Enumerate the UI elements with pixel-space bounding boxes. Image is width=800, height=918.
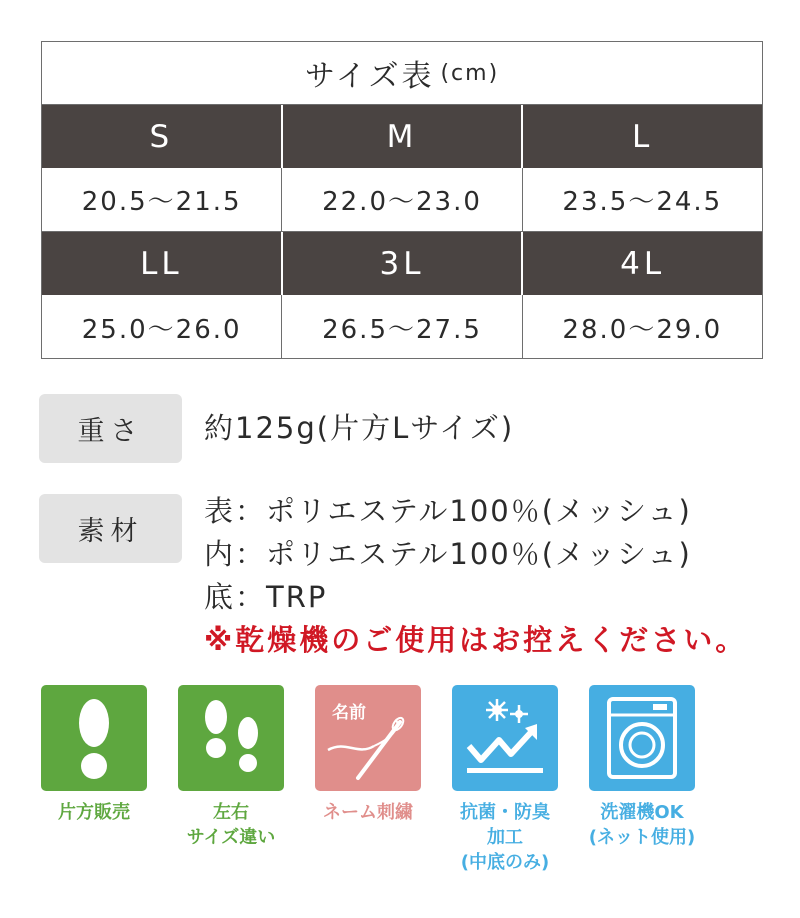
size-table bbox=[41, 41, 763, 359]
washing-machine-caption bbox=[567, 800, 717, 850]
table-title bbox=[42, 42, 762, 105]
pair-shoes-icon bbox=[178, 685, 284, 791]
table-title-text: サイズ表 bbox=[304, 59, 435, 94]
size-header-l: L bbox=[632, 118, 654, 155]
pair-shoes-caption bbox=[156, 800, 306, 850]
material-sole: 底：TRP bbox=[204, 580, 328, 614]
size-value-ll: 25.0～26.0 bbox=[42, 295, 282, 359]
embroidery-caption bbox=[293, 800, 443, 825]
embroidery-badge: 名前 bbox=[332, 703, 366, 723]
caption-line: 左右 bbox=[213, 802, 249, 823]
material-details bbox=[204, 490, 747, 662]
size-value-4l: 28.0～29.0 bbox=[562, 314, 723, 345]
embroidery-icon bbox=[315, 685, 421, 791]
caption-line: (ネット使用) bbox=[588, 827, 696, 848]
size-header-m: M bbox=[283, 105, 524, 168]
size-value-row bbox=[42, 295, 762, 359]
size-header-3l: 3L bbox=[283, 232, 524, 295]
dryer-warning: ※乾燥機のご使用はお控えください。 bbox=[204, 623, 748, 657]
caption-line: サイズ違い bbox=[186, 827, 276, 848]
caption-line: (中底のみ) bbox=[460, 852, 550, 873]
size-header-ll: LL bbox=[42, 232, 283, 295]
size-value-3l: 26.5～27.5 bbox=[282, 295, 522, 359]
material-outer: 表：ポリエステル100％(メッシュ) bbox=[204, 494, 692, 528]
single-shoe-icon bbox=[41, 685, 147, 791]
antibacterial-caption bbox=[430, 800, 580, 875]
size-value-row bbox=[42, 168, 762, 232]
size-header-4l: 4L bbox=[620, 245, 666, 282]
weight-value: 約125g(片方Lサイズ) bbox=[204, 411, 515, 445]
caption-line: 片方販売 bbox=[58, 802, 130, 823]
antibacterial-icon bbox=[452, 685, 558, 791]
table-unit: (cm) bbox=[440, 60, 500, 86]
size-header-row bbox=[42, 105, 762, 168]
caption-line: ネーム刺繍 bbox=[323, 802, 413, 823]
size-value-s: 20.5～21.5 bbox=[42, 168, 282, 231]
caption-line: 抗菌・防臭 bbox=[460, 802, 550, 823]
caption-line: 洗濯機OK bbox=[600, 802, 684, 823]
material-label: 素材 bbox=[39, 494, 182, 563]
single-shoe-caption bbox=[19, 800, 169, 825]
size-value-l: 23.5～24.5 bbox=[562, 187, 723, 217]
washing-machine-icon bbox=[589, 685, 695, 791]
size-value-m: 22.0～23.0 bbox=[282, 168, 522, 231]
size-header-s: S bbox=[42, 105, 283, 168]
weight-label: 重さ bbox=[39, 394, 182, 463]
material-inner: 内：ポリエステル100％(メッシュ) bbox=[204, 537, 692, 571]
size-header-row bbox=[42, 232, 762, 295]
caption-line: 加工 bbox=[487, 827, 523, 848]
